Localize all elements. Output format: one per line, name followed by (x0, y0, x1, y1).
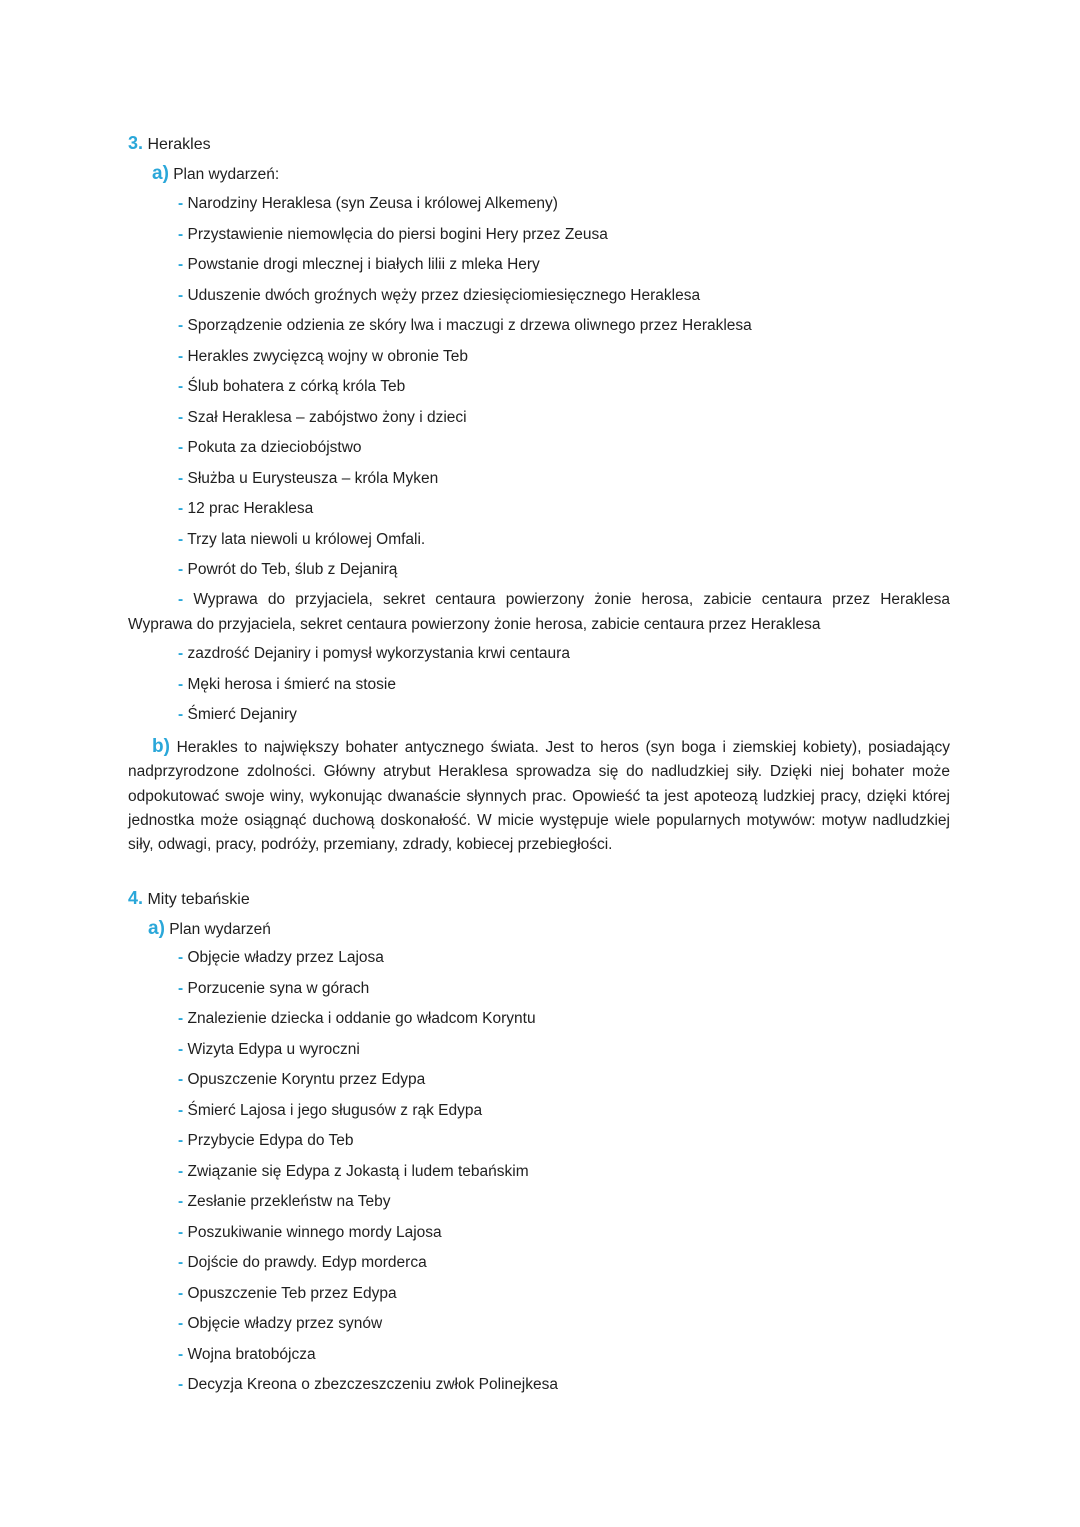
list-item (178, 1316, 382, 1332)
dash-bullet: - (178, 225, 184, 243)
list-item-text: Męki herosa i śmierć na stosie (187, 675, 396, 693)
dash-bullet: - (178, 1376, 184, 1393)
section-4a-heading (148, 919, 271, 938)
dash-bullet: - (178, 561, 184, 578)
list-item (178, 950, 384, 966)
list-item (178, 1072, 425, 1088)
dash-bullet: - (178, 591, 184, 608)
list-item (178, 1225, 442, 1241)
list-item-text: Śmierć Lajosa i jego sługusów z rąk Edypa (187, 1101, 483, 1119)
list-item (178, 410, 467, 426)
list-item (178, 532, 425, 548)
dash-bullet: - (178, 1345, 184, 1363)
list-item-text: Znalezienie dziecka i oddanie go władcom Koryntu (187, 1010, 536, 1027)
dash-bullet: - (178, 1162, 184, 1180)
section-3-title: Herakles (147, 136, 211, 153)
dash-bullet: - (178, 195, 184, 212)
list-item (178, 318, 752, 334)
dash-bullet: - (178, 979, 184, 997)
list-item (178, 501, 313, 517)
dash-bullet: - (178, 1071, 184, 1088)
dash-bullet: - (178, 1132, 184, 1149)
dash-bullet: - (178, 1284, 184, 1302)
section-3a-title: Plan wydarzeń: (173, 166, 280, 183)
list-item-text: Szał Heraklesa – zabójstwo żony i dzieci (187, 408, 467, 426)
list-item-text: Trzy lata niewoli u królowej Omfali. (187, 530, 426, 548)
dash-bullet: - (178, 1223, 184, 1241)
list-item-text: Powstanie drogi mlecznej i białych lilii z mleka Hery (187, 256, 540, 273)
list-item (178, 471, 438, 487)
list-item-text: Sporządzenie odzienia ze skóry lwa i maczugi z drzewa oliwnego przez Heraklesa (187, 317, 752, 334)
dash-bullet: - (178, 1010, 184, 1027)
section-3b-text: Herakles to największy bohater antycznego świata. Jest to heros (syn boga i ziemskiej kobiety), posiadający nadprzyrodzone zdolności. Główny atrybut Heraklesa sprowadza się do nadludzkiej siły. Dzięki niej bohater może odpokutować swoje winy, wykonując dwanaście słynnych prac. Opowieść ta jest apoteozą ludzkiej pracy, dzięki której jednostka może osiągnąć duchową doskonałość. W micie występuje wiele popularnych motywów: motyw nadludzkiej siły, odwagi, pracy, podróży, przemiany, zdrady, kobiecej przebiegłości. (128, 739, 950, 854)
list-item (178, 196, 558, 212)
dash-bullet: - (178, 469, 184, 487)
list-item-text: Pokuta za dzieciobójstwo (187, 439, 362, 456)
list-item-text: Powrót do Teb, ślub z Dejanirą (187, 561, 398, 578)
dash-bullet: - (178, 256, 184, 273)
section-3a-heading (152, 164, 279, 183)
list-item-text: Śmierć Dejaniry (187, 706, 297, 723)
dash-bullet: - (178, 500, 184, 517)
list-item-text: Przystawienie niemowlęcia do piersi bogini Hery przez Zeusa (187, 225, 608, 243)
list-item-text: 12 prac Heraklesa (187, 500, 314, 517)
list-item (178, 707, 297, 723)
list-item (178, 1377, 558, 1393)
section-3a-label: a) (152, 163, 169, 184)
dash-bullet: - (178, 1101, 184, 1119)
list-item-text: Objęcie władzy przez synów (187, 1315, 383, 1332)
list-item (178, 1042, 360, 1058)
dash-bullet: - (178, 408, 184, 426)
list-item-text: Opuszczenie Koryntu przez Edypa (187, 1071, 426, 1088)
list-item (178, 1286, 397, 1302)
dash-bullet: - (178, 1315, 184, 1332)
list-item (178, 1194, 391, 1210)
dash-bullet: - (178, 706, 184, 723)
list-item-text: Herakles zwycięzcą wojny w obronie Teb (187, 347, 469, 365)
list-item-text: Wojna bratobójcza (187, 1345, 316, 1363)
dash-bullet: - (178, 645, 184, 662)
dash-bullet: - (178, 378, 184, 395)
list-item (178, 379, 405, 395)
list-item-text: Dojście do prawdy. Edyp morderca (187, 1254, 427, 1271)
dash-bullet: - (178, 317, 184, 334)
section-4-heading (128, 889, 250, 908)
list-item-text: Związanie się Edypa z Jokastą i ludem tebańskim (187, 1162, 529, 1180)
dash-bullet: - (178, 347, 184, 365)
list-item-text: Objęcie władzy przez Lajosa (187, 949, 384, 966)
section-4-title: Mity tebańskie (147, 891, 250, 908)
list-item (178, 592, 950, 608)
section-4a-title: Plan wydarzeń (169, 921, 271, 938)
section-4a-label: a) (148, 918, 165, 939)
section-3-heading (128, 134, 211, 153)
dash-bullet: - (178, 530, 184, 548)
list-item-text: zazdrość Dejaniry i pomysł wykorzystania krwi centaura (187, 645, 570, 662)
list-item (178, 1011, 536, 1027)
list-item-text: Służba u Eurysteusza – króla Myken (187, 469, 439, 487)
section-3b-paragraph (128, 735, 950, 857)
list-item (178, 349, 468, 365)
section-3b-label: b) (152, 736, 170, 757)
list-item (178, 227, 608, 243)
dash-bullet: - (178, 675, 184, 693)
list-item-text: Opuszczenie Teb przez Edypa (187, 1284, 397, 1302)
section-3-number: 3. (128, 133, 144, 153)
list-item-overflow-line: Wyprawa do przyjaciela, sekret centaura powierzony żonie herosa, zabicie centaura przez Heraklesa (128, 616, 821, 633)
dash-bullet: - (178, 286, 184, 304)
list-item-text: Ślub bohatera z córką króla Teb (187, 378, 406, 395)
dash-bullet: - (178, 949, 184, 966)
list-item-text: Przybycie Edypa do Teb (187, 1132, 354, 1149)
list-item (178, 677, 396, 693)
list-item (178, 1255, 427, 1271)
list-item (178, 257, 540, 273)
list-item (178, 1133, 354, 1149)
list-item-text: Zesłanie przekleństw na Teby (187, 1193, 391, 1210)
list-item-text: Narodziny Heraklesa (syn Zeusa i królowej Alkemeny) (187, 195, 558, 212)
list-item (178, 440, 362, 456)
list-item (178, 1347, 316, 1363)
list-item (178, 288, 700, 304)
list-item (178, 646, 570, 662)
list-item (178, 1164, 529, 1180)
list-item-text: Poszukiwanie winnego mordy Lajosa (187, 1223, 442, 1241)
list-item (178, 562, 397, 578)
dash-bullet: - (178, 1254, 184, 1271)
dash-bullet: - (178, 439, 184, 456)
list-item (178, 1103, 482, 1119)
list-item-text: Wyprawa do przyjaciela, sekret centaura powierzony żonie herosa, zabicie centaura przez Heraklesa (193, 591, 950, 608)
list-item-text: Wizyta Edypa u wyroczni (187, 1040, 360, 1058)
list-item-text: Uduszenie dwóch groźnych węży przez dziesięciomiesięcznego Heraklesa (187, 286, 701, 304)
list-item-text: Decyzja Kreona o zbezczeszczeniu zwłok Polinejkesa (187, 1376, 558, 1393)
dash-bullet: - (178, 1193, 184, 1210)
list-item-text: Porzucenie syna w górach (187, 979, 370, 997)
dash-bullet: - (178, 1040, 184, 1058)
list-item (178, 981, 369, 997)
section-4-number: 4. (128, 888, 144, 908)
